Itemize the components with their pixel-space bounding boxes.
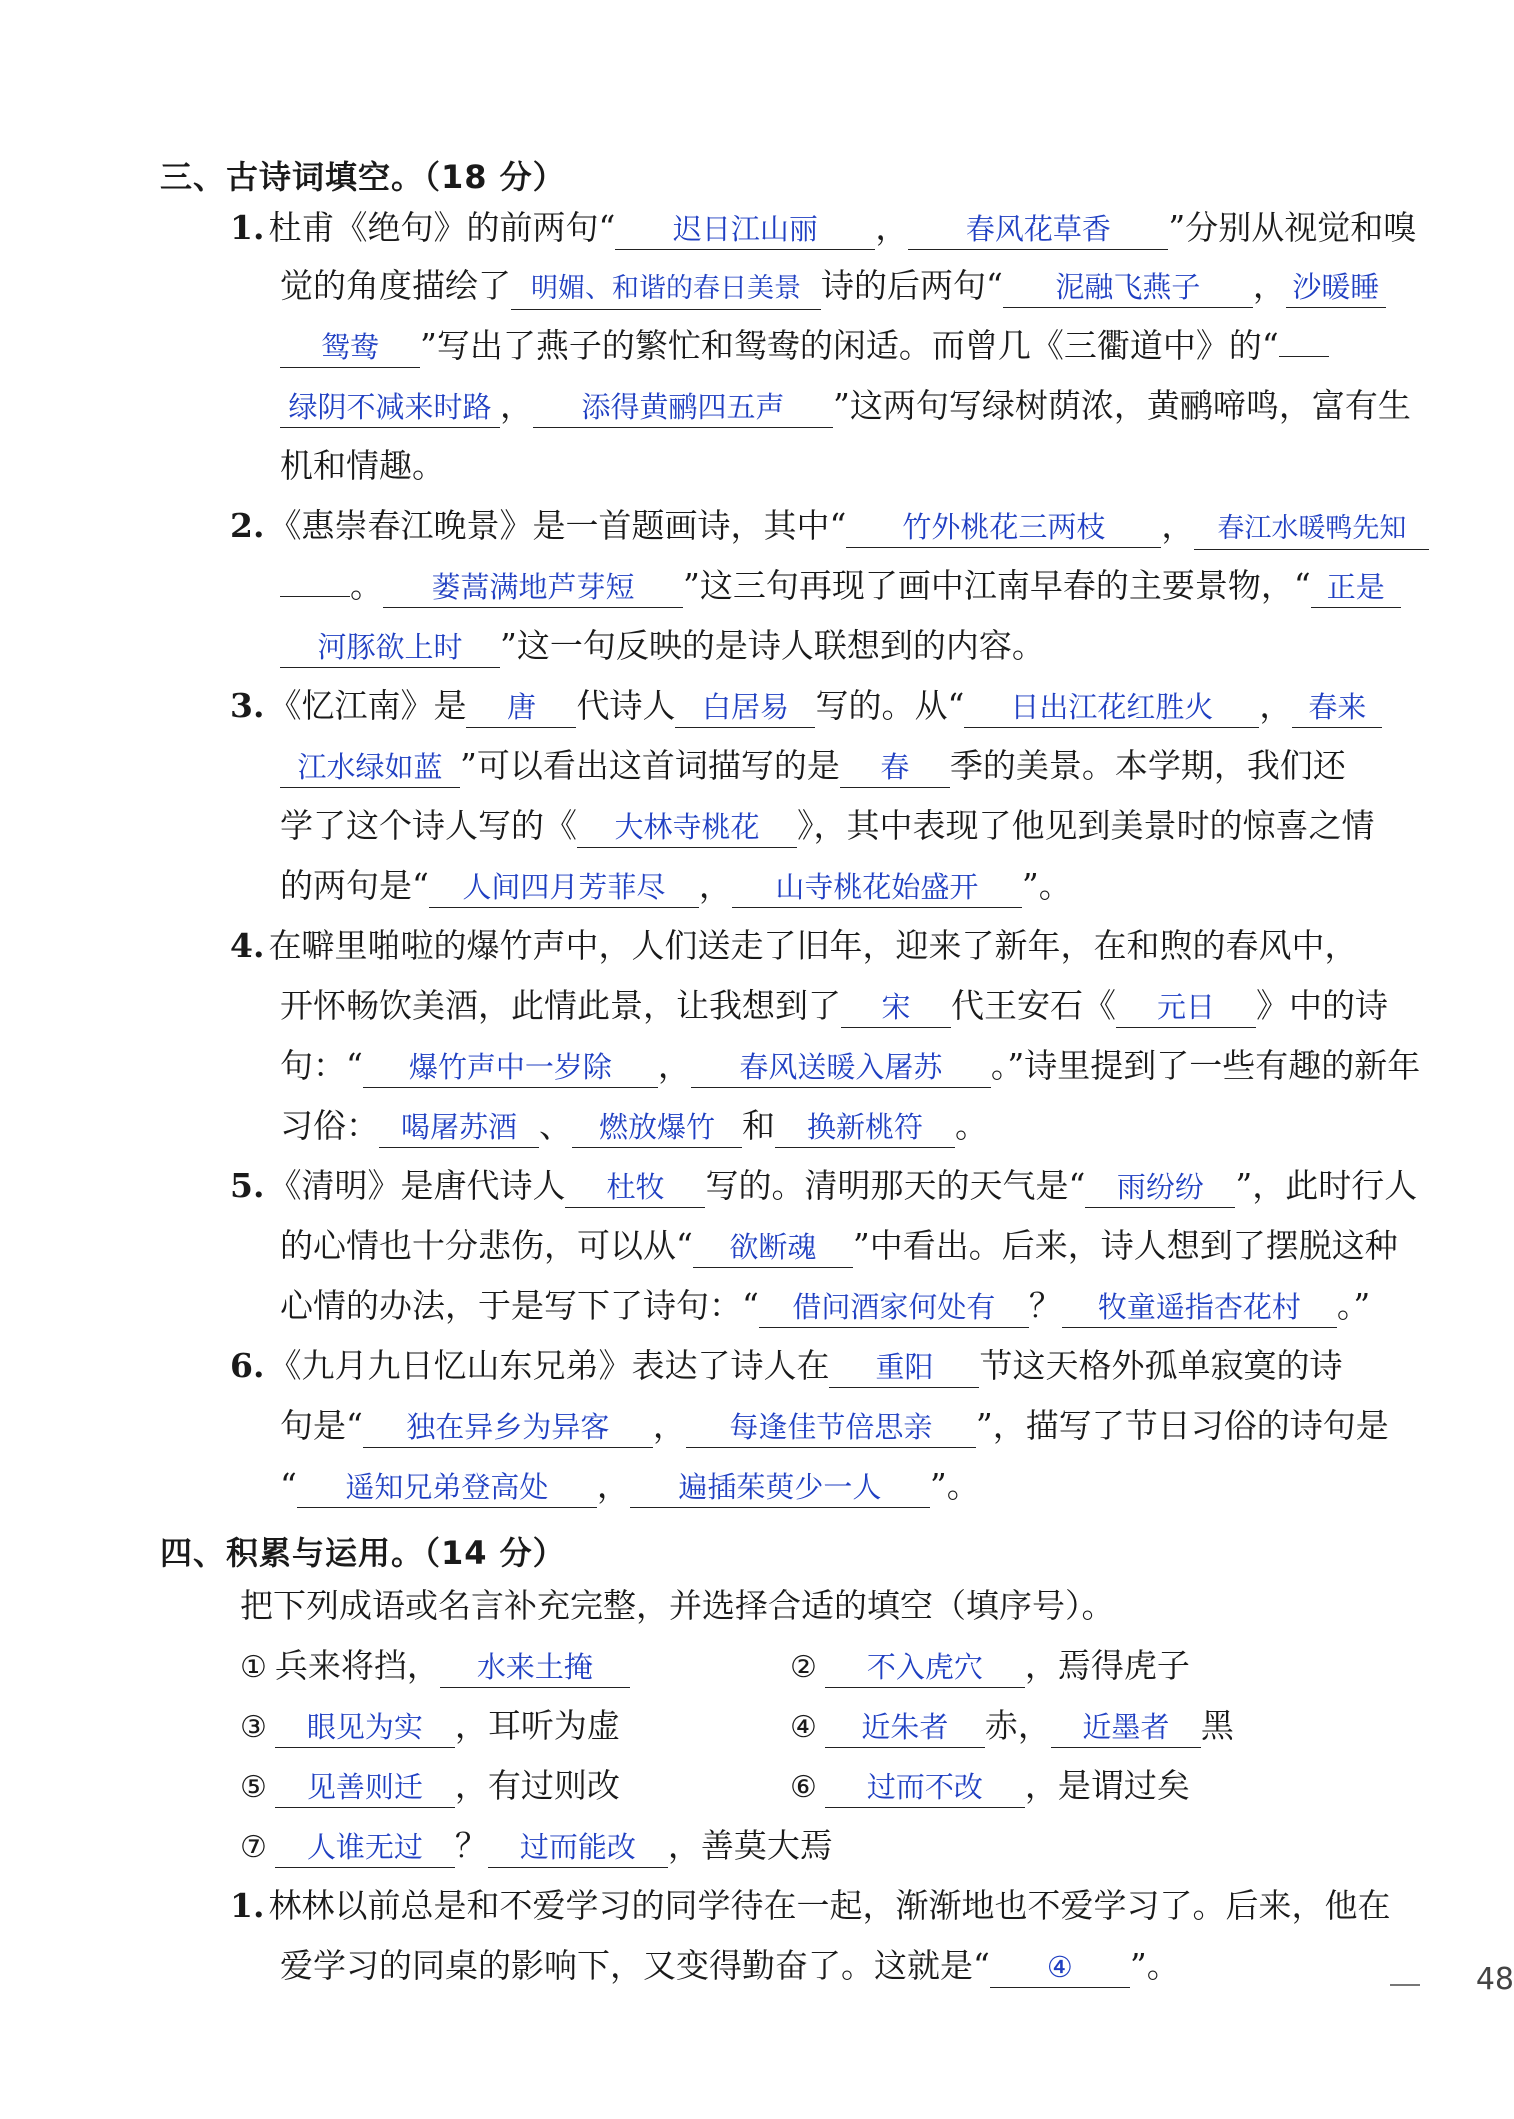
q3-text: ， [698, 866, 732, 905]
sec4-q1-answer: ④ [990, 1947, 1130, 1988]
q5-text: ”中看出。后来，诗人想到了摆脱这种 [852, 1226, 1398, 1265]
q5-text: ？ [1028, 1286, 1062, 1325]
q2-answer-2: 春江水暖鸭先知 [1194, 509, 1429, 550]
q4-number: 4. [230, 926, 265, 965]
q4-line-2 [280, 984, 1388, 1028]
q1-answer-5b: 鸳鸯 [280, 327, 420, 368]
page-number-dash [1390, 1984, 1420, 1986]
idiom-text: ，是谓过矣 [1024, 1766, 1190, 1805]
q5-text: 《清明》是唐代诗人 [268, 1166, 566, 1205]
idiom-4 [790, 1704, 1234, 1750]
q2-text: ”这一句反映的是诗人联想到的内容。 [500, 626, 1045, 665]
q6-answer-4: 遥知兄弟登高处 [297, 1467, 597, 1508]
q3-text: ”。 [1021, 866, 1072, 905]
q4-text: 、 [539, 1106, 572, 1145]
q6-answer-2: 独在异乡为异客 [363, 1407, 653, 1448]
idiom-1-number: ① [240, 1650, 267, 1685]
q3-answer-2: 白居易 [675, 687, 815, 728]
idiom-6-answer: 过而不改 [825, 1767, 1025, 1808]
q5-answer-1: 杜牧 [565, 1167, 705, 1208]
q2-text: 《惠崇春江晚景》是一首题画诗，其中“ [268, 506, 847, 545]
q3-text: 学了这个诗人写的《 [280, 806, 577, 845]
q6-line-2 [280, 1404, 1389, 1448]
q1-line-3 [280, 324, 1329, 368]
q2-answer-3: 蒌蒿满地芦芽短 [383, 567, 683, 608]
idiom-3 [240, 1704, 620, 1750]
idiom-4-answer-2: 近墨者 [1051, 1707, 1201, 1748]
q4-text: 在噼里啪啦的爆竹声中，人们送走了旧年，迎来了新年，在和煦的春风中， [268, 926, 1358, 965]
q5-answer-4: 借问酒家何处有 [759, 1287, 1029, 1328]
q2-number: 2. [230, 506, 265, 545]
idiom-7 [240, 1824, 833, 1870]
idiom-1 [240, 1644, 630, 1690]
q1-line-1 [230, 206, 1416, 250]
q2-line-3 [280, 624, 1045, 668]
q2-text: ”这三句再现了画中江南早春的主要景物，“ [683, 566, 1311, 605]
q3-text: 《忆江南》是 [268, 686, 467, 725]
section-4-intro: 把下列成语或名言补充完整，并选择合适的填空（填序号）。 [240, 1586, 1115, 1625]
idiom-4-answer-1: 近朱者 [825, 1707, 985, 1748]
q6-line-3 [280, 1464, 980, 1508]
q3-text: 》，其中表现了他见到美景时的惊喜之情 [797, 806, 1375, 845]
q5-answer-5: 牧童遥指杏花村 [1062, 1287, 1337, 1328]
idiom-7-number: ⑦ [240, 1830, 267, 1865]
idiom-text: ，焉得虎子 [1024, 1646, 1190, 1685]
q1-text: ， [500, 386, 533, 425]
q4-answer-4: 春风送暖入屠苏 [691, 1047, 991, 1088]
q3-answer-7: 人间四月芳菲尽 [429, 867, 699, 908]
idiom-1-answer: 水来土掩 [440, 1647, 630, 1688]
q2-line-2 [280, 564, 1401, 608]
q5-text: ”，此时行人 [1235, 1166, 1418, 1205]
q6-text: 句是“ [280, 1406, 363, 1445]
idiom-7-answer-2: 过而能改 [488, 1827, 668, 1868]
idiom-6-number: ⑥ [790, 1770, 817, 1805]
q1-text: ”分别从视觉和嗅 [1168, 208, 1417, 247]
sec4-q1-line-1 [230, 1884, 1390, 1928]
idiom-6 [790, 1764, 1190, 1810]
page-number: 48 [1475, 1962, 1514, 1997]
q4-answer-1: 宋 [841, 987, 951, 1028]
idiom-text: ，有过则改 [454, 1766, 620, 1805]
q4-text: 和 [742, 1106, 775, 1145]
q4-answer-3: 爆竹声中一岁除 [363, 1047, 658, 1088]
q4-answer-7: 换新桃符 [775, 1107, 955, 1148]
q1-text: ， [1252, 266, 1286, 305]
q3-line-1 [230, 684, 1382, 728]
q6-text: ， [652, 1406, 686, 1445]
q4-line-1 [230, 924, 1357, 968]
idiom-4-number: ④ [790, 1710, 817, 1745]
q1-answer-4: 泥融飞燕子 [1003, 267, 1253, 308]
q5-text: 写的。清明那天的天气是“ [705, 1166, 1086, 1205]
q5-line-1 [230, 1164, 1417, 1208]
q2-line-1 [230, 504, 1429, 550]
q3-text: 写的。从“ [815, 686, 965, 725]
q1-line-4 [280, 384, 1411, 428]
q4-answer-5: 喝屠苏酒 [379, 1107, 539, 1148]
q6-answer-1: 重阳 [829, 1347, 979, 1388]
q6-answer-5: 遍插茱萸少一人 [630, 1467, 930, 1508]
section-3-title: 三、古诗词填空。（18 分） [160, 158, 566, 196]
q6-text: “ [280, 1466, 297, 1505]
q1-line-2 [280, 264, 1386, 310]
q2-answer-1: 竹外桃花三两枝 [846, 507, 1161, 548]
q2-answer-4b: 河豚欲上时 [280, 627, 500, 668]
q1-answer-5: 沙暖睡 [1286, 267, 1386, 308]
q6-text: 《九月九日忆山东兄弟》表达了诗人在 [268, 1346, 830, 1385]
q3-line-3 [280, 804, 1375, 848]
q6-text: ， [596, 1466, 630, 1505]
q3-answer-8: 山寺桃花始盛开 [732, 867, 1022, 908]
q1-answer-2: 春风花草香 [908, 209, 1168, 250]
q5-answer-2: 雨纷纷 [1085, 1167, 1235, 1208]
q4-text: 代王安石《 [951, 986, 1116, 1025]
idiom-5-answer: 见善则迁 [275, 1767, 455, 1808]
q3-text: ”可以看出这首词描写的是 [460, 746, 840, 785]
q1-answer-6: 绿阴不减来时路 [280, 387, 500, 428]
idiom-2-number: ② [790, 1650, 817, 1685]
q3-line-2 [280, 744, 1346, 788]
q6-text: 节这天格外孤单寂寞的诗 [979, 1346, 1343, 1385]
q1-blank [1279, 326, 1329, 357]
q1-number: 1. [230, 208, 265, 247]
q3-answer-4: 春来 [1292, 687, 1382, 728]
q5-answer-3: 欲断魂 [693, 1227, 853, 1268]
q2-blank [280, 566, 350, 597]
q6-answer-3: 每逢佳节倍思亲 [686, 1407, 976, 1448]
q3-answer-5: 春 [840, 747, 950, 788]
sec4-q1-text: ”。 [1129, 1946, 1180, 1985]
sec4-q1-number: 1. [230, 1886, 265, 1925]
q1-text: 杜甫《绝句》的前两句“ [268, 208, 616, 247]
idiom-3-answer: 眼见为实 [275, 1707, 455, 1748]
q4-text: 开怀畅饮美酒，此情此景，让我想到了 [280, 986, 841, 1025]
q5-text: 。” [1336, 1286, 1371, 1325]
idiom-text: 黑 [1200, 1706, 1234, 1745]
q5-text: 心情的办法，于是写下了诗句：“ [280, 1286, 759, 1325]
q3-text: ， [1259, 686, 1293, 725]
q1-text: ”这两句写绿树荫浓，黄鹂啼鸣，富有生 [833, 386, 1411, 425]
q1-text: 机和情趣。 [280, 446, 445, 485]
q5-line-2 [280, 1224, 1398, 1268]
idiom-text: 赤， [984, 1706, 1051, 1745]
q1-line-5 [280, 444, 445, 488]
sec4-q1-text: 爱学习的同桌的影响下，又变得勤奋了。这就是“ [280, 1946, 990, 1985]
idiom-7-answer-1: 人谁无过 [275, 1827, 455, 1868]
q2-text: ， [1161, 506, 1195, 545]
idiom-2 [790, 1644, 1190, 1690]
idiom-3-number: ③ [240, 1710, 267, 1745]
q3-answer-3: 日出江花红胜火 [964, 687, 1259, 728]
sec4-q1-line-2 [280, 1944, 1180, 1988]
q3-number: 3. [230, 686, 265, 725]
q5-text: 的心情也十分悲伤，可以从“ [280, 1226, 693, 1265]
q3-answer-4b: 江水绿如蓝 [280, 747, 460, 788]
idiom-text: ？ [454, 1826, 488, 1865]
q4-text: 习俗： [280, 1106, 379, 1145]
q6-number: 6. [230, 1346, 265, 1385]
q3-text: 季的美景。本学期，我们还 [949, 746, 1346, 785]
q5-number: 5. [230, 1166, 265, 1205]
q4-line-3 [280, 1044, 1420, 1088]
idiom-5-number: ⑤ [240, 1770, 267, 1805]
q1-answer-3: 明媚、和谐的春日美景 [511, 269, 821, 310]
idiom-text: 兵来将挡， [274, 1646, 440, 1685]
q1-answer-1: 迟日江山丽 [615, 209, 875, 250]
q2-text: 。 [350, 566, 383, 605]
q2-answer-4: 正是 [1311, 567, 1401, 608]
q5-line-3 [280, 1284, 1370, 1328]
q4-text: 。 [955, 1106, 988, 1145]
idiom-5 [240, 1764, 620, 1810]
q4-text: 句：“ [280, 1046, 363, 1085]
q1-text: 诗的后两句“ [821, 266, 1003, 305]
q4-text: ， [657, 1046, 691, 1085]
q1-answer-7: 添得黄鹂四五声 [533, 387, 833, 428]
section-4-title: 四、积累与运用。（14 分） [160, 1534, 566, 1572]
q3-line-4 [280, 864, 1072, 908]
sec4-q1-text: 林林以前总是和不爱学习的同学待在一起，渐渐地也不爱学习了。后来，他在 [268, 1886, 1391, 1925]
idiom-text: ，善莫大焉 [667, 1826, 833, 1865]
q4-text: 。”诗里提到了一些有趣的新年 [990, 1046, 1421, 1085]
q4-answer-6: 燃放爆竹 [572, 1107, 742, 1148]
q1-text: ， [875, 208, 909, 247]
q6-line-1 [230, 1344, 1342, 1388]
q4-answer-2: 元日 [1116, 987, 1256, 1028]
q1-text: ”写出了燕子的繁忙和鸳鸯的闲适。而曾几《三衢道中》的“ [420, 326, 1279, 365]
q1-text: 觉的角度描绘了 [280, 266, 511, 305]
q3-text: 代诗人 [576, 686, 676, 725]
q3-text: 的两句是“ [280, 866, 429, 905]
q3-answer-6: 大林寺桃花 [577, 807, 797, 848]
q4-line-4 [280, 1104, 988, 1148]
q6-text: ”。 [929, 1466, 980, 1505]
q4-text: 》中的诗 [1256, 986, 1388, 1025]
q6-text: ”，描写了节日习俗的诗句是 [975, 1406, 1389, 1445]
idiom-2-answer: 不入虎穴 [825, 1647, 1025, 1688]
q3-answer-1: 唐 [466, 687, 576, 728]
idiom-text: ，耳听为虚 [454, 1706, 620, 1745]
